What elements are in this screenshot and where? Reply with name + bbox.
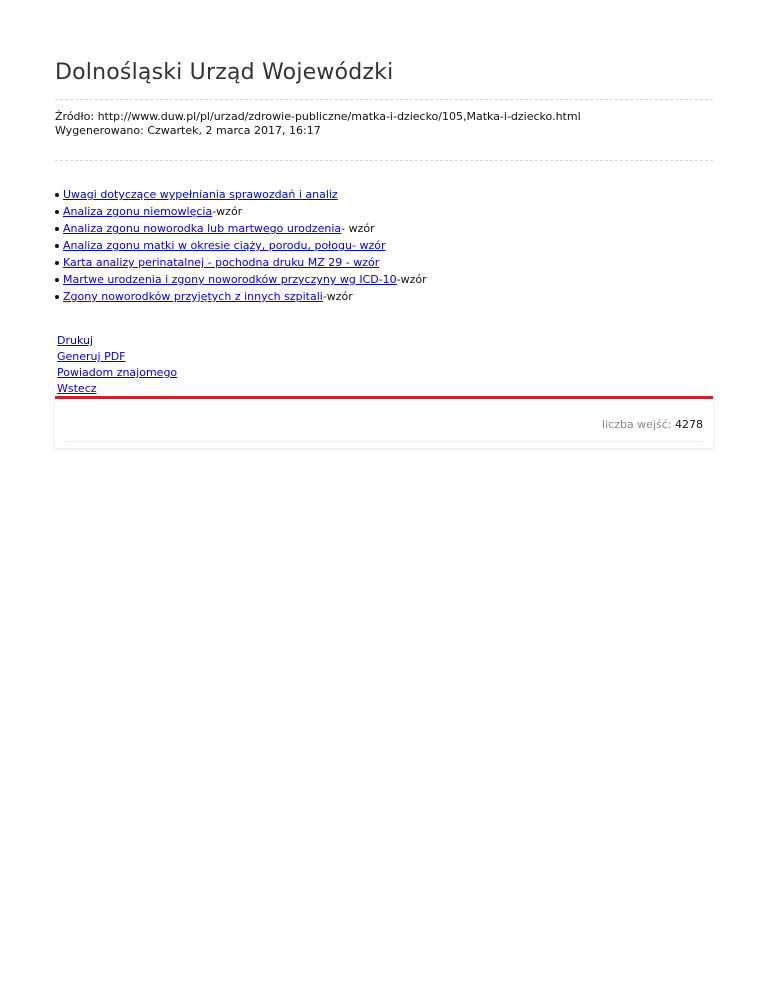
list-item <box>55 203 427 220</box>
link-suffix: -wzór <box>396 273 427 286</box>
bullet-icon <box>55 227 59 231</box>
link-suffix: -wzór <box>212 205 243 218</box>
bullet-icon <box>55 193 59 197</box>
document-link[interactable]: Martwe urodzenia i zgony noworodków przyczyny wg ICD-10 <box>63 273 397 286</box>
list-item <box>55 288 427 305</box>
document-link[interactable]: Analiza zgonu noworodka lub martwego urodzenia <box>63 222 342 235</box>
list-item <box>55 237 427 254</box>
back-link[interactable]: Wstecz <box>57 382 97 395</box>
document-link[interactable]: Zgony noworodków przyjętych z innych szpitali <box>63 290 323 303</box>
bullet-icon <box>55 244 59 248</box>
divider <box>55 160 713 161</box>
link-suffix: - wzór <box>341 222 375 235</box>
bullet-icon <box>55 278 59 282</box>
document-link[interactable]: Analiza zgonu matki w okresie ciąży, porodu, połogu- wzór <box>63 239 386 252</box>
bullet-icon <box>55 210 59 214</box>
divider <box>65 441 703 442</box>
source-url-text: Źródło: http://www.duw.pl/pl/urzad/zdrowie-publiczne/matka-i-dziecko/105,Matka-i-dziecko.html <box>55 110 581 123</box>
list-item <box>55 254 427 271</box>
visit-counter <box>602 418 703 431</box>
document-link[interactable]: Karta analizy perinatalnej - pochodna druku MZ 29 - wzór <box>63 256 380 269</box>
print-metadata <box>55 110 581 138</box>
document-link[interactable]: Analiza zgonu niemowlęcia <box>63 205 213 218</box>
page-title: Dolnośląski Urząd Wojewódzki <box>55 60 394 85</box>
list-item <box>55 271 427 288</box>
link-suffix: -wzór <box>322 290 353 303</box>
visit-counter-value: 4278 <box>675 418 703 431</box>
page-actions <box>57 333 177 397</box>
document-link-list <box>55 186 427 305</box>
bullet-icon <box>55 295 59 299</box>
print-link[interactable]: Drukuj <box>57 334 94 347</box>
list-item <box>55 220 427 237</box>
bullet-icon <box>55 261 59 265</box>
visit-counter-label: liczba wejść: <box>602 418 672 431</box>
generate-pdf-link[interactable]: Generuj PDF <box>57 350 126 363</box>
document-link[interactable]: Uwagi dotyczące wypełniania sprawozdań i analiz <box>63 188 338 201</box>
list-item <box>55 186 427 203</box>
divider <box>55 99 713 100</box>
notify-friend-link[interactable]: Powiadom znajomego <box>57 366 178 379</box>
generated-date-text: Wygenerowano: Czwartek, 2 marca 2017, 16:17 <box>55 124 321 137</box>
footer-panel <box>55 396 713 448</box>
